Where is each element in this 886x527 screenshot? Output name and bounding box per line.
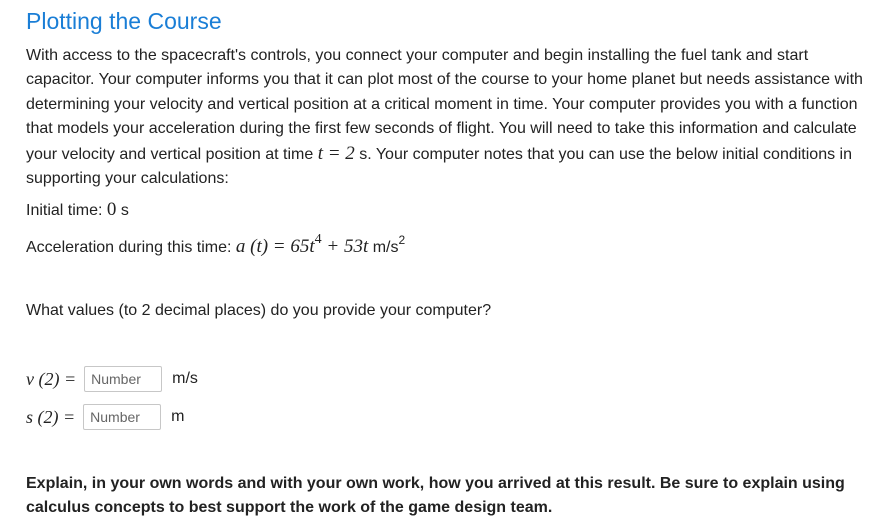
velocity-row <box>26 366 198 392</box>
initial-time-unit: s <box>116 202 129 219</box>
question-text: What values (to 2 decimal places) do you provide your computer? <box>26 302 492 319</box>
acceleration-line <box>26 232 406 258</box>
initial-time-value: 0 <box>106 199 117 220</box>
time-math: t = 2 <box>317 142 355 164</box>
position-unit: m <box>171 408 185 425</box>
initial-time-label: Initial time: <box>26 202 107 219</box>
acceleration-rhs: + 53t <box>321 236 369 257</box>
velocity-input[interactable] <box>84 366 162 392</box>
acceleration-exponent: 4 <box>314 232 322 247</box>
position-row <box>26 404 184 430</box>
page-title: Plotting the Course <box>26 8 222 34</box>
intro-text-part2: s. Your computer notes that you can use the below initial conditions in supporting your calculations: <box>26 145 852 188</box>
acceleration-unit: m/s <box>368 239 399 256</box>
velocity-unit: m/s <box>172 370 198 387</box>
position-input[interactable] <box>83 404 161 430</box>
explain-instructions: Explain, in your own words and with your own work, how you arrived at this result. Be sure to explain using calculus concepts to best support the work of the game design team. <box>26 475 845 516</box>
acceleration-unit-exponent: 2 <box>398 233 406 247</box>
velocity-label: v (2) = <box>26 368 77 389</box>
initial-time-line <box>26 199 129 221</box>
intro-text-part1: With access to the spacecraft's controls, you connect your computer and begin installing the fuel tank and start capacitor. Your computer informs you that it can plot most of the course to your home planet but needs assistance with determining your velocity and vertical position at a critical moment in time. Your computer provides you with a function that models your acceleration during the first few seconds of flight. You will need to take this information and calculate your velocity and vertical position at time <box>26 47 863 163</box>
position-label: s (2) = <box>26 406 76 427</box>
acceleration-label: Acceleration during this time: <box>26 239 236 256</box>
intro-paragraph <box>26 44 871 191</box>
acceleration-lhs: a (t) = 65t <box>235 236 315 257</box>
